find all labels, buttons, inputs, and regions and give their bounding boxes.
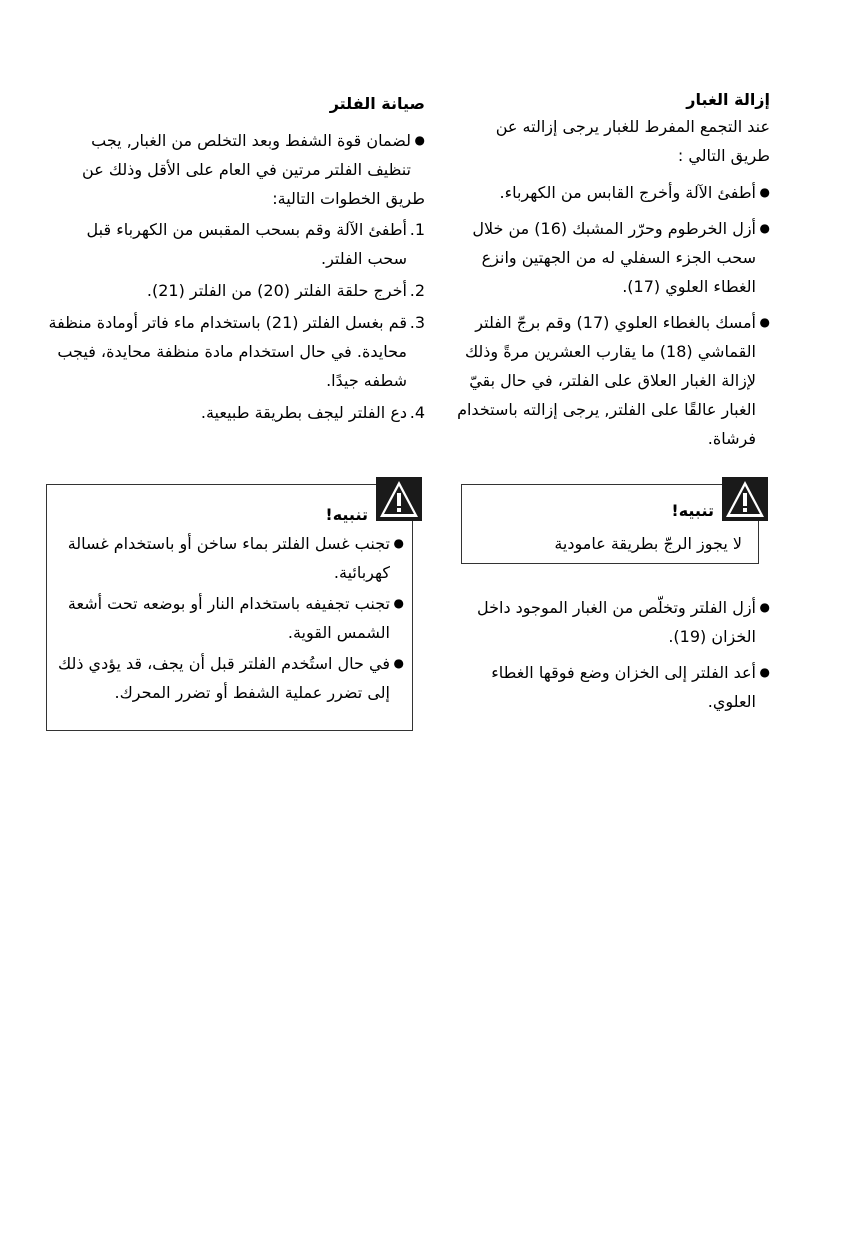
- steps-intro: طريق الخطوات التالية:: [272, 189, 425, 208]
- dust-removal-heading: إزالة الغبار: [686, 90, 770, 109]
- filter-warning-box: [46, 484, 413, 731]
- warning-title: تنبيه!: [325, 505, 368, 524]
- bullet-icon: ●: [759, 665, 770, 679]
- step-item: 1. أطفئ الآلة وقم بسحب المقبس من الكهرباء قبل سحب الفلتر.: [86, 220, 425, 268]
- list-item: ● أعد الفلتر إلى الخزان وضع فوقها الغطاء العلوي.: [455, 658, 770, 716]
- bullet-icon: ●: [393, 656, 404, 670]
- filter-maintenance-section: [45, 92, 425, 430]
- bullet-icon: ●: [759, 221, 770, 235]
- dust-removal-list: [455, 178, 770, 453]
- warning-triangle-icon: [376, 477, 422, 521]
- list-item: ● أزل الفلتر وتخلّص من الغبار الموجود داخل الخزان (19).: [455, 593, 770, 651]
- step-item: 3. قم بغسل الفلتر (21) باستخدام ماء فاتر أومادة منظفة محايدة. في حال استخدام مادة منظفة محايدة، فيجب شطفه جيدًا.: [48, 313, 425, 390]
- list-item: ● أمسك بالغطاء العلوي (17) وقم برجّ الفلتر القماشي (18) ما يقارب العشرين مرةً وذلك لإزالة الغبار العلاق على الفلتر، في حال بقيّ الغبار عالقًا على الفلتر, يرجى إزالته باستخدام فرشاة.: [455, 308, 770, 453]
- list-item: ● تجنب غسل الفلتر بماء ساخن أو باستخدام غسالة كهربائية.: [57, 529, 404, 587]
- filter-warning-list: [57, 529, 404, 709]
- warning-triangle-icon: [722, 477, 768, 521]
- steps-list: [45, 215, 425, 427]
- bullet-icon: ●: [393, 596, 404, 610]
- warning-title: تنبيه!: [671, 501, 714, 520]
- shake-warning-box: [461, 484, 759, 564]
- bullet-icon: ●: [759, 315, 770, 329]
- list-item: ● لضمان قوة الشفط وبعد التخلص من الغبار, يجب تنظيف الفلتر مرتين في العام على الأقل وذلك عن: [45, 126, 425, 184]
- list-item: ● أطفئ الآلة وأخرج القابس من الكهرباء.: [455, 178, 770, 207]
- list-item: ● أزل الخرطوم وحرّر المشبك (16) من خلال سحب الجزء السفلي له من الجهتين وانزع الغطاء العلوي (17).: [455, 214, 770, 301]
- list-item: ● في حال استُخدم الفلتر قبل أن يجف، قد يؤدي ذلك إلى تضرر عملية الشفط أو تضرر المحرك.: [57, 649, 404, 707]
- dust-removal-intro: عند التجمع المفرط للغبار يرجى إزالته عن طريق التالي :: [495, 117, 770, 165]
- filter-maintenance-heading: صيانة الفلتر: [329, 94, 425, 113]
- filter-cleanup-list: [455, 593, 770, 716]
- step-item: 4. دع الفلتر ليجف بطريقة طبيعية.: [200, 403, 425, 422]
- step-item: 2. أخرج حلقة الفلتر (20) من الفلتر (21).: [146, 281, 425, 300]
- bullet-icon: ●: [759, 185, 770, 199]
- bullet-icon: ●: [393, 536, 404, 550]
- filter-maintenance-intro-list: [45, 126, 425, 184]
- warning-text: لا يجوز الرجّ بطريقة عامودية: [554, 534, 742, 553]
- bullet-icon: ●: [414, 133, 425, 147]
- list-item: ● تجنب تجفيفه باستخدام النار أو بوضعه تحت أشعة الشمس القوية.: [57, 589, 404, 647]
- filter-cleanup-section: [455, 585, 770, 723]
- bullet-icon: ●: [759, 600, 770, 614]
- dust-removal-section: [455, 88, 770, 460]
